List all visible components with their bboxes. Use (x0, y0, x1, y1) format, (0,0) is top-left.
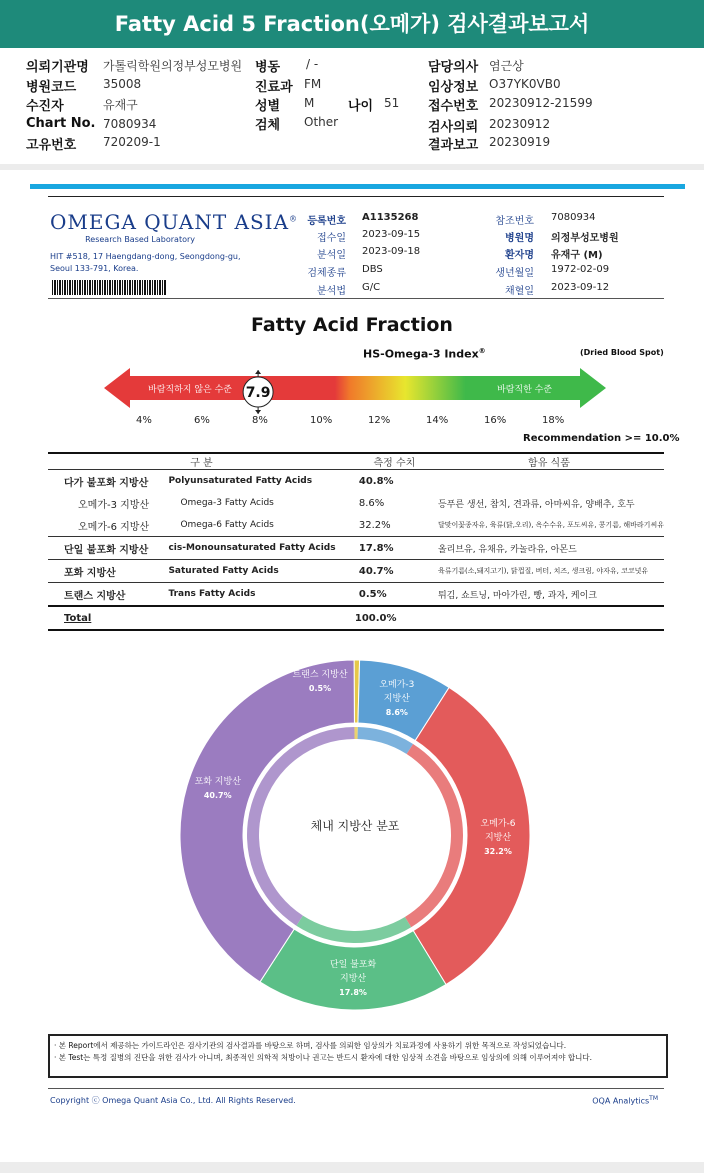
meta-label: 등록번호 (307, 216, 346, 227)
scale-tick-label: 18% (542, 415, 565, 426)
col-header-value: 측정 수치 (355, 453, 434, 470)
row-name-kr: 다가 불포화 지방산 (48, 470, 168, 493)
report-title: Fatty Acid 5 Fraction(오메가) 검사결과보고서 (0, 0, 704, 48)
header-value: 20230919 (489, 135, 551, 149)
meta-value: DBS (362, 264, 383, 275)
barcode (52, 280, 167, 295)
table-header-row (48, 453, 664, 470)
callout-value: 32.2% (484, 846, 512, 856)
scale-tick-label: 12% (368, 415, 391, 426)
header-label: 검사의뢰 (428, 120, 479, 135)
table-row (48, 583, 664, 607)
sample-type: (Dried Blood Spot) (580, 348, 664, 357)
fatty-acid-table (48, 452, 664, 631)
callout-value: 17.8% (339, 987, 367, 997)
scale-tick-label: 6% (194, 415, 210, 426)
row-name-kr: 오메가-6 지방산 (78, 521, 150, 533)
callout-value: 0.5% (308, 684, 332, 693)
row-name-en: Trans Fatty Acids (168, 583, 354, 607)
row-value: 17.8% (355, 537, 434, 560)
lab-block-rule-top (48, 196, 664, 197)
row-food: 육류기름(소,돼지고기), 닭껍질, 버터, 치즈, 생크림, 야자유, 코코넛유 (434, 560, 664, 583)
meta-value: 의정부성모병원 (551, 233, 619, 244)
header-label: 고유번호 (26, 138, 77, 153)
scale-tick-label: 14% (426, 415, 449, 426)
col-header-group: 구 분 (48, 453, 355, 470)
header-label: 성별 (255, 99, 281, 114)
header-label: 임상정보 (428, 80, 479, 95)
meta-label: 분석법 (317, 286, 346, 297)
meta-label: 접수일 (317, 233, 346, 244)
header-label: 병동 (255, 60, 281, 75)
chart-title: 체내 지방산 분포 (310, 819, 400, 833)
row-food: 튀김, 쇼트닝, 마아가린, 빵, 과자, 케이크 (434, 583, 664, 607)
header-label: 의뢰기관명 (26, 60, 89, 75)
header-label: 병원코드 (26, 80, 77, 95)
scale-tick-label: 4% (136, 415, 152, 426)
pie-slice-inner-ring (354, 727, 357, 739)
meta-value: 1972-02-09 (551, 264, 610, 275)
callout-value: 40.7% (203, 790, 232, 800)
row-food: 등푸른 생선, 참치, 견과류, 아마씨유, 양배추, 호두 (437, 499, 635, 510)
table-row (48, 537, 664, 560)
row-value: 40.8% (355, 470, 434, 493)
table-row (48, 492, 664, 514)
header-value: 7080934 (103, 117, 157, 131)
table-row (48, 514, 664, 537)
page-bottom-band (0, 1162, 704, 1173)
row-name-kr: 트랜스 지방산 (48, 583, 168, 607)
slice-callout (173, 775, 263, 803)
callout-value: 8.6% (385, 708, 408, 718)
report-header (0, 48, 704, 165)
header-label: 결과보고 (428, 138, 479, 153)
disclaimer-box (48, 1034, 668, 1078)
meta-value: 2023-09-12 (551, 282, 610, 293)
header-value: M (304, 96, 315, 110)
callout-name-line2: 지방산 (484, 832, 512, 843)
row-name-kr: 포화 지방산 (48, 560, 168, 583)
meta-value: G/C (362, 282, 381, 293)
meta-value: 2023-09-15 (362, 229, 421, 240)
accent-rule (30, 184, 685, 189)
header-value: Other (304, 115, 339, 129)
index-marker-layer (0, 370, 704, 414)
scale-tick-label: 8% (252, 415, 268, 426)
callout-name: 오메가-3 (379, 680, 415, 691)
table-row (48, 470, 664, 493)
header-label: Chart No. (26, 116, 96, 131)
total-label: Total (48, 606, 355, 630)
fraction-heading: Fatty Acid Fraction (251, 314, 453, 336)
meta-label: 채혈일 (505, 286, 534, 297)
meta-label: 참조번호 (495, 216, 534, 227)
row-name-en: Saturated Fatty Acids (168, 560, 354, 583)
meta-value: 2023-09-18 (362, 246, 421, 257)
meta-label: 분석일 (317, 250, 346, 261)
row-name-kr: 오메가-3 지방산 (78, 499, 150, 511)
row-name-en: cis-Monounsaturated Fatty Acids (168, 537, 354, 560)
row-name-kr: 단일 불포화 지방산 (48, 537, 168, 560)
header-value: O37YK0VB0 (489, 77, 561, 91)
callout-name: 오메가-6 (480, 818, 516, 829)
callout-name: 단일 불포화 (329, 959, 377, 970)
header-value: 가톨릭학원의정부성모병원 (103, 59, 243, 73)
row-food: 달맞이꽃종자유, 육류(닭,오리), 옥수수유, 포도씨유, 콩기름, 해바라기씨유 (437, 521, 664, 529)
row-food (434, 470, 664, 493)
section-divider (0, 164, 704, 170)
header-label: 담당의사 (428, 60, 479, 75)
header-label: 검체 (255, 118, 281, 133)
meta-label: 검체종류 (307, 268, 346, 279)
row-name-en: Polyunsaturated Fatty Acids (168, 470, 354, 493)
header-label: 수진자 (26, 99, 64, 114)
copyright: Copyright ⓒ Omega Quant Asia Co., Ltd. All Rights Reserved. (50, 1096, 296, 1105)
header-label: 나이 (348, 99, 374, 114)
index-marker (243, 370, 273, 414)
total-value: 100.0% (355, 606, 434, 630)
slice-callout (308, 958, 398, 1000)
gauge-bad-label: 바람직하지 않은 수준 (148, 385, 232, 395)
callout-name-line2: 지방산 (383, 694, 410, 705)
header-value: 유재구 (103, 98, 138, 112)
header-value: 20230912 (489, 117, 551, 131)
row-value: 32.2% (358, 519, 391, 531)
index-value: 7.9 (245, 385, 271, 401)
header-value: 720209-1 (103, 135, 161, 149)
header-value: 염근상 (489, 59, 524, 73)
header-label: 진료과 (255, 80, 293, 95)
gauge-good-label: 바람직한 수준 (497, 385, 553, 395)
callout-name: 트랜스 지방산 (292, 670, 348, 680)
header-value: FM (304, 77, 322, 91)
meta-value: A1135268 (362, 212, 419, 223)
lab-logo: OMEGA QUANT ASIA® (50, 210, 299, 234)
header-label: 접수번호 (428, 99, 479, 114)
row-name-en: Omega-6 Fatty Acids (180, 520, 274, 530)
scale-tick-label: 10% (310, 415, 333, 426)
scale-tick-label: 16% (484, 415, 507, 426)
meta-label: 환자명 (505, 250, 534, 261)
col-header-food: 함유 식품 (434, 453, 664, 470)
footer-rule (48, 1088, 664, 1089)
index-name: HS-Omega-3 Index® (363, 347, 486, 361)
lab-tagline: Research Based Laboratory (85, 235, 195, 244)
row-value: 0.5% (355, 583, 434, 607)
recommendation: Recommendation >= 10.0% (523, 433, 680, 444)
lab-address: HIT #518, 17 Haengdang-dong, Seongdong-gu, Seoul 133-791, Korea. (50, 252, 241, 273)
disclaimer-line: · 본 Test는 특정 질병의 진단을 위한 검사가 아니며, 최종적인 의학적 처방이나 권고는 반드시 환자에 대한 임상적 소견을 바탕으로 임상의에 의해 이루어져야 합니다. (54, 1053, 593, 1062)
row-value: 8.6% (358, 497, 385, 509)
callout-name: 포화 지방산 (194, 776, 241, 787)
row-name-en: Omega-3 Fatty Acids (180, 498, 274, 508)
header-value: 35008 (103, 77, 142, 91)
footer-brand: OQA Analytics™ (592, 1095, 658, 1106)
meta-label: 생년월일 (495, 268, 534, 279)
row-value: 40.7% (355, 560, 434, 583)
callout-name-line2: 지방산 (340, 973, 367, 984)
slice-callout (352, 678, 442, 720)
disclaimer-line: · 본 Report에서 제공하는 가이드라인은 검사기관의 검사결과를 바탕으로 하며, 검사를 의뢰한 임상의가 치료과정에 사용하기 위한 목적으로 작성되었습니다. (54, 1041, 567, 1050)
header-value: 20230912-21599 (489, 96, 593, 110)
meta-value: 유재구 (M) (551, 250, 603, 261)
slice-callout (453, 817, 543, 859)
lab-block-rule-bottom (48, 298, 664, 299)
meta-label: 병원명 (505, 233, 534, 244)
meta-value: 7080934 (551, 212, 596, 223)
row-food: 올리브유, 유채유, 카놀라유, 아몬드 (434, 537, 664, 560)
table-row (48, 560, 664, 583)
header-value: / - (306, 57, 319, 71)
header-value: 51 (384, 96, 400, 110)
table-total-row (48, 606, 664, 630)
